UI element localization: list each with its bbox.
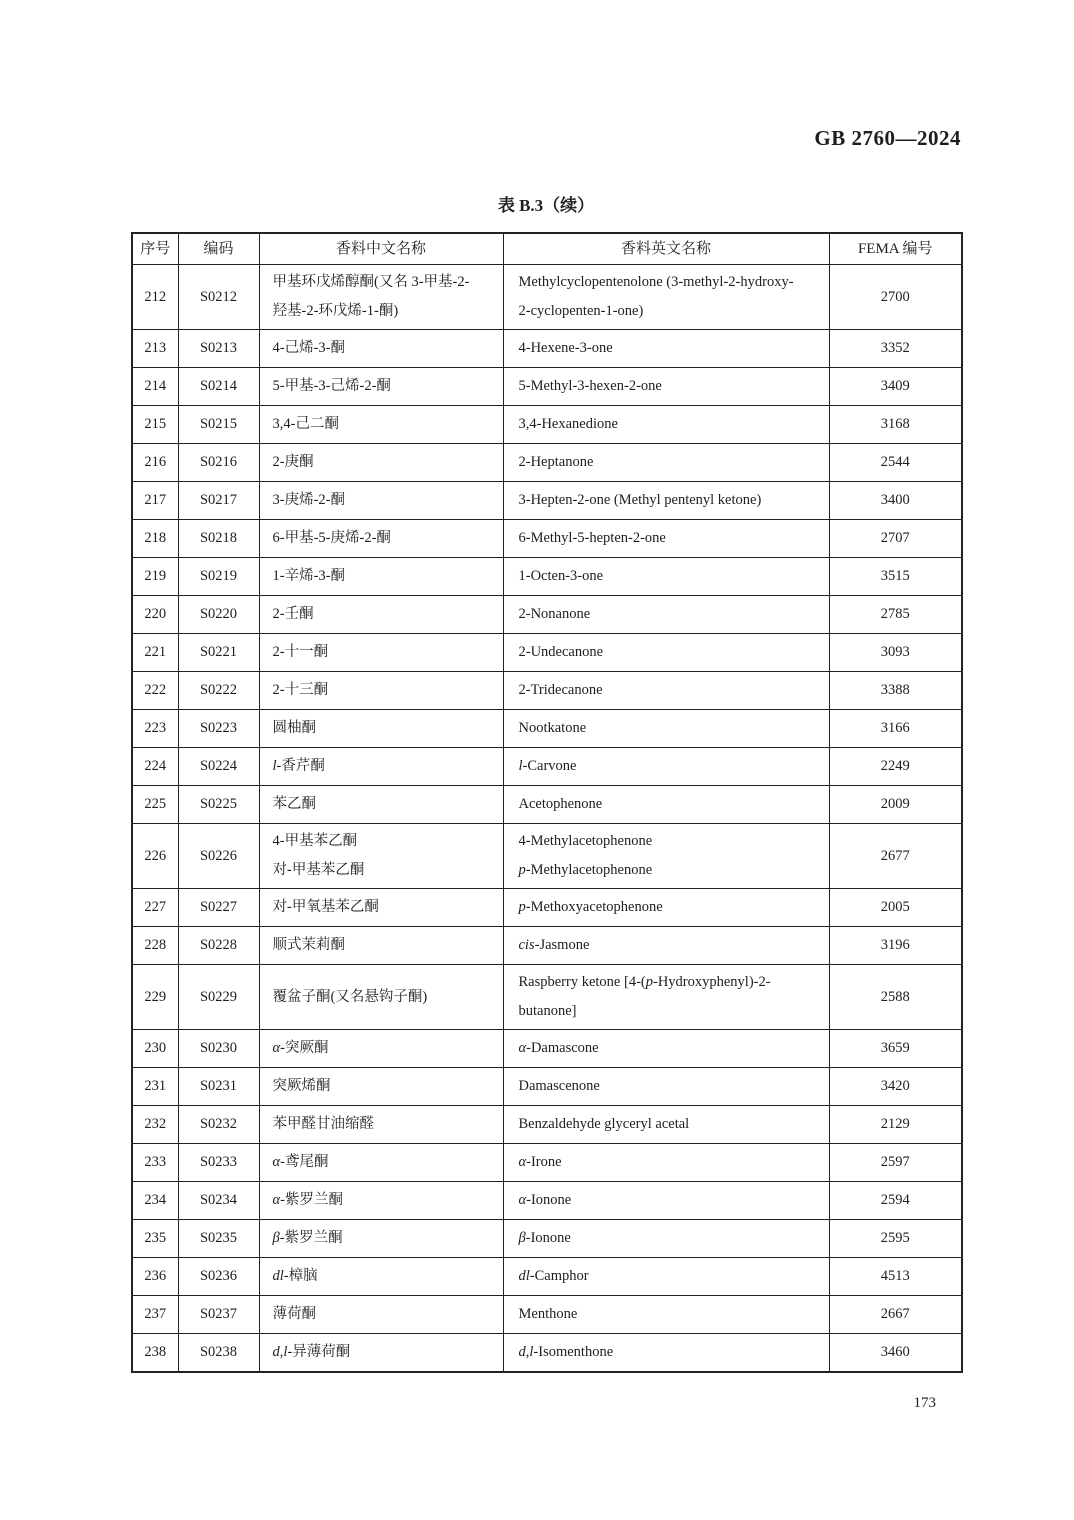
cell-seq: 219 bbox=[132, 558, 178, 596]
cell-en-name: 2-Nonanone bbox=[503, 596, 829, 634]
page-number: 173 bbox=[913, 1395, 936, 1411]
cell-en-name: Acetophenone bbox=[503, 786, 829, 824]
cell-code: S0230 bbox=[178, 1030, 259, 1068]
cell-fema: 2595 bbox=[829, 1220, 962, 1258]
cell-en-name: l-Carvone bbox=[503, 748, 829, 786]
cell-fema: 3400 bbox=[829, 482, 962, 520]
cell-en-name: 3,4-Hexanedione bbox=[503, 406, 829, 444]
table-row bbox=[132, 1220, 962, 1258]
cell-seq: 227 bbox=[132, 889, 178, 927]
cell-seq: 229 bbox=[132, 965, 178, 1030]
table-body bbox=[132, 265, 962, 1373]
cell-seq: 231 bbox=[132, 1068, 178, 1106]
cell-code: S0220 bbox=[178, 596, 259, 634]
cell-fema: 3166 bbox=[829, 710, 962, 748]
cell-code: S0218 bbox=[178, 520, 259, 558]
table-row bbox=[132, 965, 962, 1030]
table-row bbox=[132, 1068, 962, 1106]
cell-seq: 215 bbox=[132, 406, 178, 444]
cell-fema: 3196 bbox=[829, 927, 962, 965]
cell-zh-name: 3-庚烯-2-酮 bbox=[259, 482, 503, 520]
cell-zh-name: β-紫罗兰酮 bbox=[259, 1220, 503, 1258]
cell-code: S0233 bbox=[178, 1144, 259, 1182]
table-row bbox=[132, 1144, 962, 1182]
cell-zh-name: dl-樟脑 bbox=[259, 1258, 503, 1296]
table-row bbox=[132, 634, 962, 672]
cell-zh-name: 2-壬酮 bbox=[259, 596, 503, 634]
cell-en-name: 4-Hexene-3-one bbox=[503, 330, 829, 368]
cell-code: S0234 bbox=[178, 1182, 259, 1220]
table-row bbox=[132, 786, 962, 824]
cell-seq: 213 bbox=[132, 330, 178, 368]
cell-fema: 3659 bbox=[829, 1030, 962, 1068]
cell-zh-name: 4-己烯-3-酮 bbox=[259, 330, 503, 368]
header-seq: 序号 bbox=[132, 233, 178, 265]
cell-seq: 212 bbox=[132, 265, 178, 330]
cell-seq: 228 bbox=[132, 927, 178, 965]
cell-fema: 3460 bbox=[829, 1334, 962, 1373]
table-row bbox=[132, 824, 962, 889]
table-row bbox=[132, 330, 962, 368]
cell-zh-name: α-紫罗兰酮 bbox=[259, 1182, 503, 1220]
cell-zh-name: 3,4-己二酮 bbox=[259, 406, 503, 444]
table-header-row bbox=[132, 233, 962, 265]
cell-fema: 2009 bbox=[829, 786, 962, 824]
table-row bbox=[132, 265, 962, 330]
cell-fema: 2597 bbox=[829, 1144, 962, 1182]
cell-zh-name: 1-辛烯-3-酮 bbox=[259, 558, 503, 596]
cell-code: S0232 bbox=[178, 1106, 259, 1144]
cell-en-name: d,l-Isomenthone bbox=[503, 1334, 829, 1373]
cell-code: S0238 bbox=[178, 1334, 259, 1373]
cell-seq: 226 bbox=[132, 824, 178, 889]
table-row bbox=[132, 1258, 962, 1296]
cell-fema: 3515 bbox=[829, 558, 962, 596]
table-title: 表 B.3（续） bbox=[497, 196, 595, 215]
header-code: 编码 bbox=[178, 233, 259, 265]
cell-en-name: 6-Methyl-5-hepten-2-one bbox=[503, 520, 829, 558]
table-row bbox=[132, 558, 962, 596]
cell-fema: 3420 bbox=[829, 1068, 962, 1106]
table-row bbox=[132, 520, 962, 558]
cell-en-name: p-Methoxyacetophenone bbox=[503, 889, 829, 927]
cell-seq: 218 bbox=[132, 520, 178, 558]
cell-en-name: dl-Camphor bbox=[503, 1258, 829, 1296]
cell-code: S0224 bbox=[178, 748, 259, 786]
cell-zh-name: 甲基环戊烯醇酮(又名 3-甲基-2- 羟基-2-环戊烯-1-酮) bbox=[259, 265, 503, 330]
cell-seq: 234 bbox=[132, 1182, 178, 1220]
flavoring-substances-table bbox=[131, 232, 963, 1373]
table-row bbox=[132, 748, 962, 786]
cell-code: S0235 bbox=[178, 1220, 259, 1258]
cell-seq: 232 bbox=[132, 1106, 178, 1144]
cell-fema: 4513 bbox=[829, 1258, 962, 1296]
cell-code: S0219 bbox=[178, 558, 259, 596]
cell-en-name: 2-Tridecanone bbox=[503, 672, 829, 710]
cell-code: S0237 bbox=[178, 1296, 259, 1334]
cell-fema: 2544 bbox=[829, 444, 962, 482]
cell-en-name: 4-Methylacetophenone p-Methylacetophenone bbox=[503, 824, 829, 889]
table-row bbox=[132, 889, 962, 927]
cell-code: S0228 bbox=[178, 927, 259, 965]
cell-en-name: Benzaldehyde glyceryl acetal bbox=[503, 1106, 829, 1144]
cell-code: S0215 bbox=[178, 406, 259, 444]
table-row bbox=[132, 1182, 962, 1220]
table-row bbox=[132, 406, 962, 444]
cell-fema: 3409 bbox=[829, 368, 962, 406]
cell-fema: 3168 bbox=[829, 406, 962, 444]
cell-en-name: 1-Octen-3-one bbox=[503, 558, 829, 596]
cell-en-name: α-Damascone bbox=[503, 1030, 829, 1068]
cell-zh-name: 2-十三酮 bbox=[259, 672, 503, 710]
table-row bbox=[132, 1334, 962, 1373]
cell-en-name: Nootkatone bbox=[503, 710, 829, 748]
cell-en-name: 2-Undecanone bbox=[503, 634, 829, 672]
cell-code: S0229 bbox=[178, 965, 259, 1030]
cell-code: S0217 bbox=[178, 482, 259, 520]
cell-seq: 238 bbox=[132, 1334, 178, 1373]
cell-en-name: 2-Heptanone bbox=[503, 444, 829, 482]
cell-seq: 217 bbox=[132, 482, 178, 520]
cell-en-name: Damascenone bbox=[503, 1068, 829, 1106]
cell-zh-name: 苯乙酮 bbox=[259, 786, 503, 824]
cell-code: S0226 bbox=[178, 824, 259, 889]
cell-fema: 2129 bbox=[829, 1106, 962, 1144]
cell-seq: 236 bbox=[132, 1258, 178, 1296]
cell-seq: 235 bbox=[132, 1220, 178, 1258]
cell-fema: 2785 bbox=[829, 596, 962, 634]
table-row bbox=[132, 482, 962, 520]
cell-zh-name: 4-甲基苯乙酮 对-甲基苯乙酮 bbox=[259, 824, 503, 889]
table-row bbox=[132, 444, 962, 482]
cell-code: S0231 bbox=[178, 1068, 259, 1106]
cell-code: S0225 bbox=[178, 786, 259, 824]
cell-fema: 2588 bbox=[829, 965, 962, 1030]
cell-zh-name: d,l-异薄荷酮 bbox=[259, 1334, 503, 1373]
cell-seq: 230 bbox=[132, 1030, 178, 1068]
cell-zh-name: 顺式茉莉酮 bbox=[259, 927, 503, 965]
cell-seq: 225 bbox=[132, 786, 178, 824]
cell-zh-name: 2-十一酮 bbox=[259, 634, 503, 672]
cell-code: S0212 bbox=[178, 265, 259, 330]
cell-fema: 2707 bbox=[829, 520, 962, 558]
cell-fema: 2594 bbox=[829, 1182, 962, 1220]
cell-en-name: cis-Jasmone bbox=[503, 927, 829, 965]
cell-fema: 2677 bbox=[829, 824, 962, 889]
cell-fema: 2667 bbox=[829, 1296, 962, 1334]
cell-en-name: Raspberry ketone [4-(p-Hydroxyphenyl)-2- butanone] bbox=[503, 965, 829, 1030]
cell-code: S0216 bbox=[178, 444, 259, 482]
cell-en-name: α-Irone bbox=[503, 1144, 829, 1182]
cell-en-name: 3-Hepten-2-one (Methyl pentenyl ketone) bbox=[503, 482, 829, 520]
cell-zh-name: 薄荷酮 bbox=[259, 1296, 503, 1334]
cell-fema: 2249 bbox=[829, 748, 962, 786]
cell-seq: 224 bbox=[132, 748, 178, 786]
cell-fema: 3388 bbox=[829, 672, 962, 710]
cell-code: S0222 bbox=[178, 672, 259, 710]
table-row bbox=[132, 1030, 962, 1068]
table-row bbox=[132, 927, 962, 965]
cell-en-name: 5-Methyl-3-hexen-2-one bbox=[503, 368, 829, 406]
table-row bbox=[132, 1296, 962, 1334]
cell-fema: 2005 bbox=[829, 889, 962, 927]
cell-zh-name: 对-甲氧基苯乙酮 bbox=[259, 889, 503, 927]
cell-seq: 233 bbox=[132, 1144, 178, 1182]
cell-zh-name: α-鸢尾酮 bbox=[259, 1144, 503, 1182]
cell-en-name: Methylcyclopentenolone (3-methyl-2-hydroxy- 2-cyclopenten-1-one) bbox=[503, 265, 829, 330]
cell-zh-name: 苯甲醛甘油缩醛 bbox=[259, 1106, 503, 1144]
cell-zh-name: 突厥烯酮 bbox=[259, 1068, 503, 1106]
cell-zh-name: 5-甲基-3-己烯-2-酮 bbox=[259, 368, 503, 406]
header-en-name: 香料英文名称 bbox=[503, 233, 829, 265]
table-row bbox=[132, 368, 962, 406]
cell-en-name: α-Ionone bbox=[503, 1182, 829, 1220]
cell-code: S0221 bbox=[178, 634, 259, 672]
cell-seq: 237 bbox=[132, 1296, 178, 1334]
table-row bbox=[132, 596, 962, 634]
cell-code: S0227 bbox=[178, 889, 259, 927]
cell-code: S0214 bbox=[178, 368, 259, 406]
cell-zh-name: 覆盆子酮(又名悬钩子酮) bbox=[259, 965, 503, 1030]
cell-zh-name: l-香芹酮 bbox=[259, 748, 503, 786]
cell-code: S0223 bbox=[178, 710, 259, 748]
cell-seq: 220 bbox=[132, 596, 178, 634]
cell-en-name: Menthone bbox=[503, 1296, 829, 1334]
cell-seq: 221 bbox=[132, 634, 178, 672]
cell-en-name: β-Ionone bbox=[503, 1220, 829, 1258]
standard-number: GB 2760—2024 bbox=[814, 126, 961, 150]
cell-zh-name: α-突厥酮 bbox=[259, 1030, 503, 1068]
cell-zh-name: 2-庚酮 bbox=[259, 444, 503, 482]
cell-fema: 3352 bbox=[829, 330, 962, 368]
cell-seq: 216 bbox=[132, 444, 178, 482]
table-row bbox=[132, 710, 962, 748]
table-row bbox=[132, 672, 962, 710]
cell-seq: 214 bbox=[132, 368, 178, 406]
cell-zh-name: 6-甲基-5-庚烯-2-酮 bbox=[259, 520, 503, 558]
cell-seq: 222 bbox=[132, 672, 178, 710]
header-zh-name: 香料中文名称 bbox=[259, 233, 503, 265]
cell-fema: 3093 bbox=[829, 634, 962, 672]
cell-code: S0236 bbox=[178, 1258, 259, 1296]
cell-seq: 223 bbox=[132, 710, 178, 748]
cell-zh-name: 圆柚酮 bbox=[259, 710, 503, 748]
table-row bbox=[132, 1106, 962, 1144]
cell-fema: 2700 bbox=[829, 265, 962, 330]
header-fema: FEMA 编号 bbox=[829, 233, 962, 265]
cell-code: S0213 bbox=[178, 330, 259, 368]
